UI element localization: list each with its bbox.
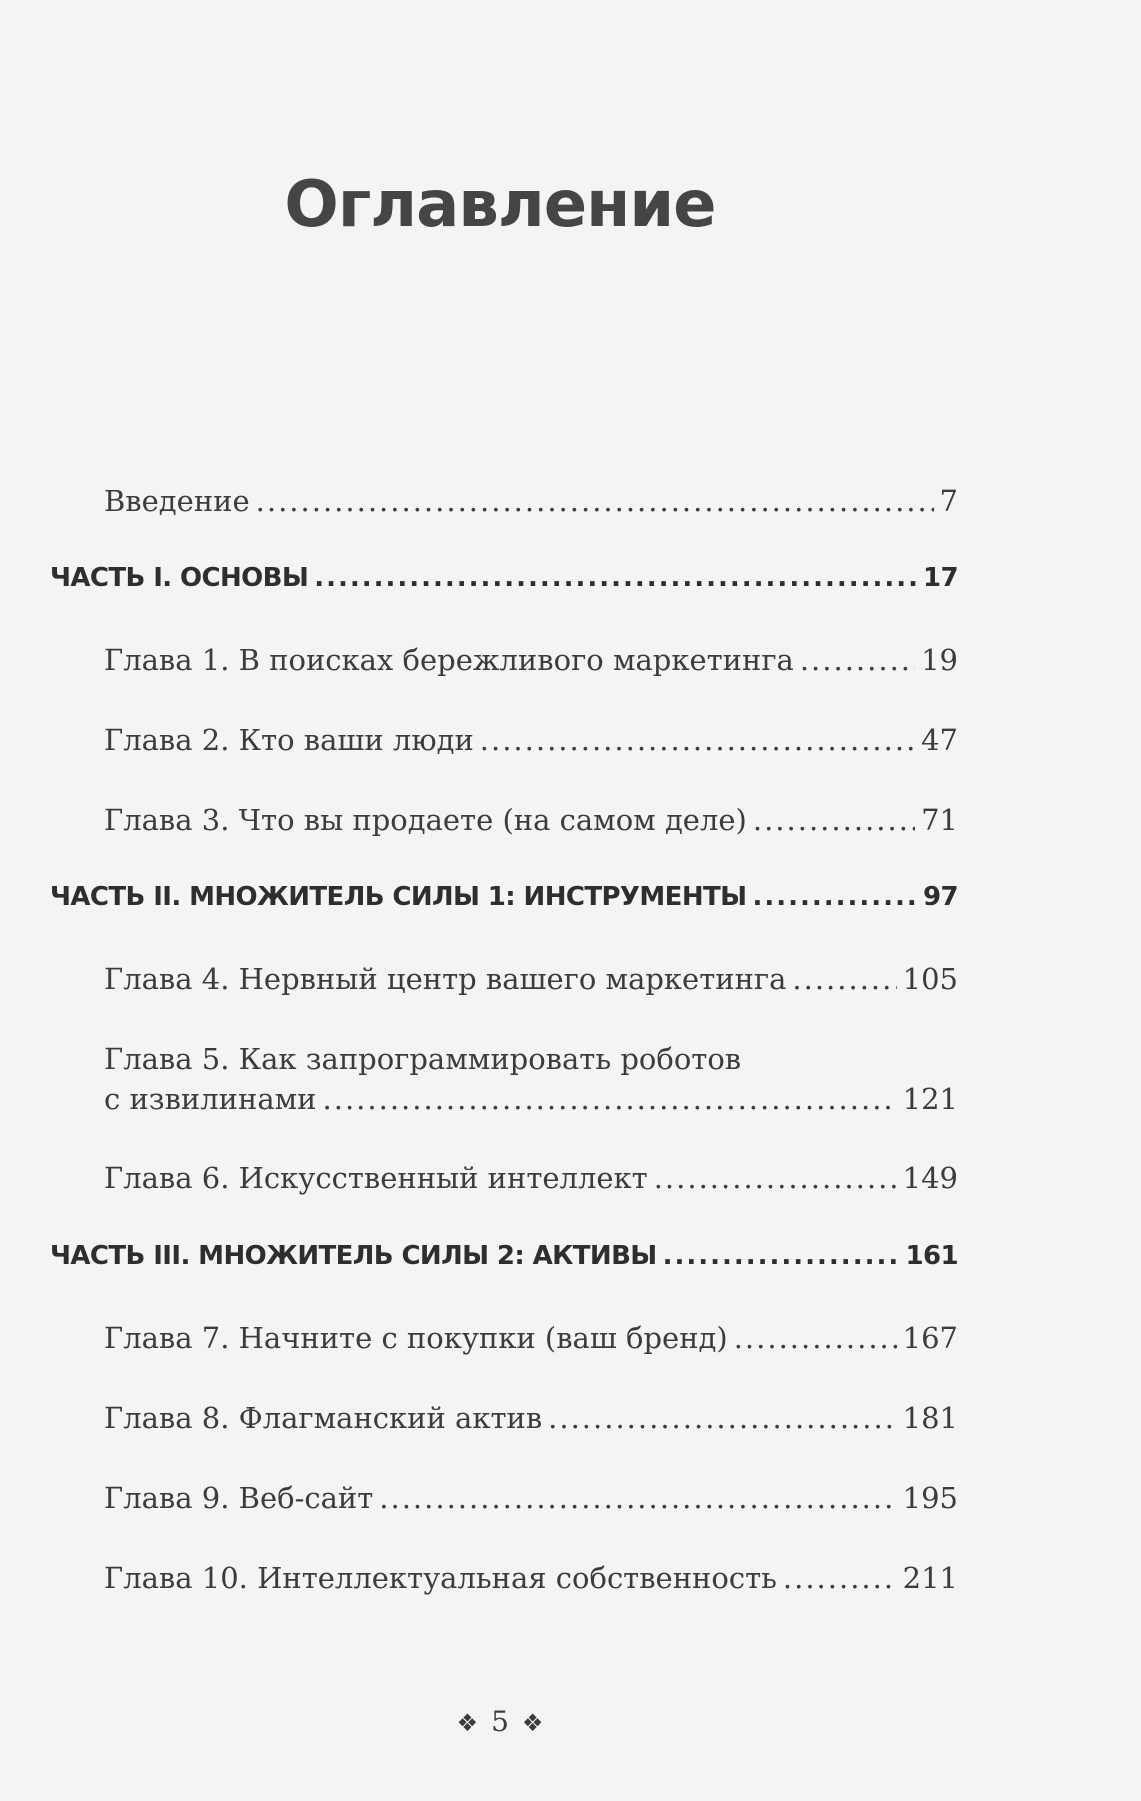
toc-entry-page: 17 — [923, 563, 958, 593]
toc-entry-page: 47 — [921, 723, 958, 757]
toc-entry-label: Глава 9. Веб-сайт — [104, 1481, 374, 1515]
toc-entry-chapter-4[interactable] — [104, 962, 958, 996]
ornament-right-icon: ❖ — [521, 1709, 544, 1737]
toc-entry-label: Глава 7. Начните с покупки (ваш бренд) — [104, 1321, 728, 1355]
toc-entry-chapter-7[interactable] — [104, 1321, 958, 1355]
dot-leader — [379, 1481, 896, 1515]
dot-leader — [323, 1082, 897, 1116]
toc-entry-chapter-1[interactable] — [104, 643, 958, 677]
toc-entry-introduction[interactable] — [104, 484, 958, 518]
page-title: Оглавление — [284, 168, 716, 242]
toc-entry-chapter-3[interactable] — [104, 803, 958, 837]
toc-entry-label: ЧАСТЬ III. МНОЖИТЕЛЬ СИЛЫ 2: АКТИВЫ — [50, 1241, 657, 1271]
toc-entry-page: 105 — [902, 962, 958, 996]
toc-entry-label: ЧАСТЬ I. ОСНОВЫ — [50, 563, 309, 593]
toc-entry-part-2[interactable] — [50, 882, 958, 912]
toc-entry-part-3[interactable] — [50, 1241, 958, 1271]
toc-entry-page: 211 — [902, 1561, 958, 1595]
toc-entry-page: 149 — [902, 1161, 958, 1195]
toc-entry-page: 121 — [902, 1082, 958, 1116]
toc-entry-page: 181 — [902, 1401, 958, 1435]
toc-entry-part-1[interactable] — [50, 563, 958, 593]
dot-leader — [752, 882, 917, 912]
dot-leader — [734, 1321, 897, 1355]
toc-entry-chapter-6[interactable] — [104, 1161, 958, 1195]
toc-entry-label: Глава 6. Искусственный интеллект — [104, 1161, 648, 1195]
dot-leader — [314, 563, 917, 593]
dot-leader — [256, 484, 934, 518]
toc-entry-label-line2: с извилинами — [104, 1082, 317, 1116]
ornament-left-icon: ❖ — [456, 1709, 479, 1737]
toc-entry-page: 19 — [921, 643, 958, 677]
toc-entry-label: Глава 10. Интеллектуальная собственность — [104, 1561, 777, 1595]
page-footer — [0, 1705, 1000, 1738]
toc-entry-page: 7 — [939, 484, 958, 518]
toc-entry-page: 161 — [905, 1241, 958, 1271]
toc-entry-label: Глава 5. Как запрограммировать роботов — [104, 1042, 742, 1076]
page-number: 5 — [491, 1705, 509, 1738]
toc-entry-label: ЧАСТЬ II. МНОЖИТЕЛЬ СИЛЫ 1: ИНСТРУМЕНТЫ — [50, 882, 747, 912]
dot-leader — [480, 723, 915, 757]
toc-entry-page: 97 — [923, 882, 958, 912]
toc-entry-chapter-9[interactable] — [104, 1481, 958, 1515]
toc-entry-continuation — [104, 1082, 958, 1116]
toc-entry-page: 167 — [902, 1321, 958, 1355]
toc-entry-page: 195 — [902, 1481, 958, 1515]
dot-leader — [663, 1241, 900, 1271]
toc-entry-page: 71 — [921, 803, 958, 837]
toc-entry-chapter-5[interactable] — [104, 1042, 958, 1116]
toc-entry-chapter-8[interactable] — [104, 1401, 958, 1435]
dot-leader — [792, 962, 896, 996]
toc-entry-label: Глава 1. В поисках бережливого маркетинга — [104, 643, 794, 677]
dot-leader — [548, 1401, 896, 1435]
dot-leader — [783, 1561, 897, 1595]
toc-entry-chapter-2[interactable] — [104, 723, 958, 757]
toc-entry-chapter-10[interactable] — [104, 1561, 958, 1595]
dot-leader — [800, 643, 915, 677]
dot-leader — [753, 803, 915, 837]
toc-entry-label: Глава 2. Кто ваши люди — [104, 723, 474, 757]
toc-entry-label: Глава 8. Флагманский актив — [104, 1401, 543, 1435]
dot-leader — [654, 1161, 897, 1195]
toc-entry-label: Глава 3. Что вы продаете (на самом деле) — [104, 803, 747, 837]
toc-entry-label: Глава 4. Нервный центр вашего маркетинга — [104, 962, 787, 996]
toc-entry-label: Введение — [104, 484, 250, 518]
